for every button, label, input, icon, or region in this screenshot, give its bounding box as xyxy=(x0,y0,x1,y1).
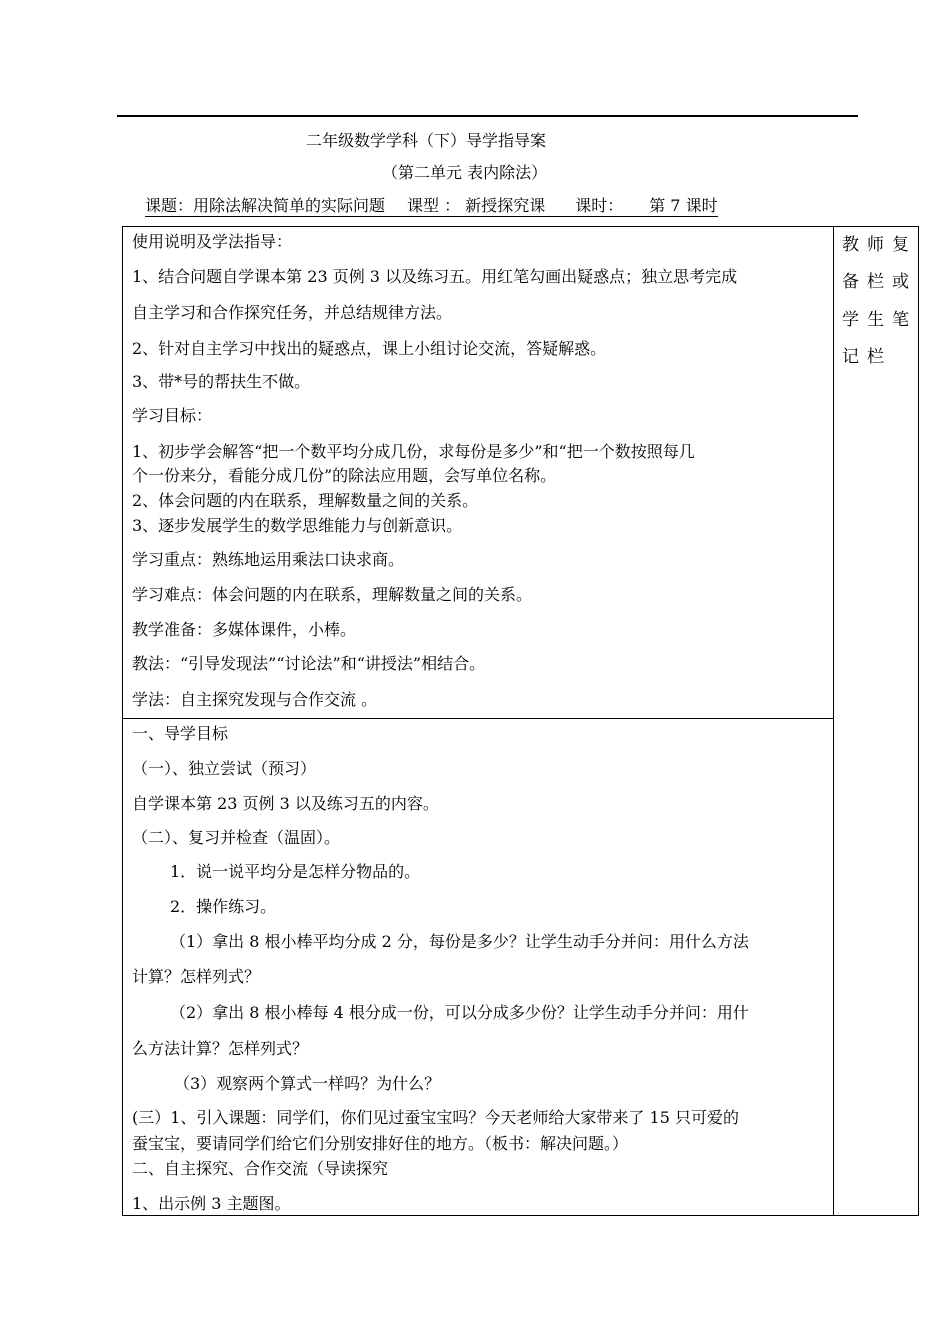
topic-label: 课题：用除法解决简单的实际问题 xyxy=(145,196,386,215)
type-label: 课型 ： 新授探究课 xyxy=(407,196,546,215)
difficulty-line: 学习难点：体会问题的内在联系，理解数量之间的关系。 xyxy=(132,585,533,604)
guide-line: 3、带*号的帮扶生不做。 xyxy=(132,372,311,391)
guide-line: 自主学习和合作探究任务，并总结规律方法。 xyxy=(132,303,453,322)
lesson-line: 1、出示例 3 主题图。 xyxy=(132,1194,291,1213)
objective-line: 1、初步学会解答“把一个数平均分成几份，求每份是多少”和“把一个数按照每几 xyxy=(132,442,695,461)
side-note-line: 备栏或 xyxy=(842,272,917,292)
lesson-line: 么方法计算？怎样列式？ xyxy=(132,1039,309,1058)
lesson-line: （3）观察两个算式一样吗？为什么？ xyxy=(174,1074,441,1093)
preparation-line: 教学准备：多媒体课件，小棒。 xyxy=(132,620,357,639)
course-info-line xyxy=(145,196,718,217)
learning-method-line: 学法：自主探究发现与合作交流 。 xyxy=(132,690,378,709)
lesson-subheading: （一）、独立尝试（预习） xyxy=(132,759,317,778)
guide-line: 1、结合问题自学课本第 23 页例 3 以及练习五。用红笔勾画出疑惑点；独立思考完成 xyxy=(132,267,738,286)
period-label: 课时： xyxy=(575,196,624,215)
side-note-line: 记栏 xyxy=(842,347,892,367)
lesson-heading: 二、自主探究、合作交流（导读探究 xyxy=(132,1159,389,1178)
lesson-line: 蚕宝宝，要请同学们给它们分别安排好住的地方。（板书：解决问题。） xyxy=(132,1134,629,1153)
lesson-line: （2）拿出 8 根小棒每 4 根分成一份，可以分成多少份？让学生动手分并问：用什 xyxy=(170,1003,749,1022)
notes-column xyxy=(833,226,919,1216)
lesson-line: （1）拿出 8 根小棒平均分成 2 分，每份是多少？让学生动手分并问：用什么方法 xyxy=(170,932,749,951)
lesson-line: 自学课本第 23 页例 3 以及练习五的内容。 xyxy=(132,794,439,813)
lesson-heading: 一、导学目标 xyxy=(132,724,229,743)
header-rule xyxy=(117,115,858,117)
objective-line: 3、逐步发展学生的数学思维能力与创新意识。 xyxy=(132,516,463,535)
teaching-method-line: 教法：“引导发现法”“讨论法”和“讲授法”相结合。 xyxy=(132,654,486,673)
lesson-line: 2．操作练习。 xyxy=(170,897,277,916)
period-value: 第 7 课时 xyxy=(649,196,718,215)
lesson-line: 1．说一说平均分是怎样分物品的。 xyxy=(170,862,421,881)
side-note-line: 教师复 xyxy=(842,235,917,255)
document-subtitle: （第二单元 表内除法） xyxy=(382,163,548,182)
guide-heading: 使用说明及学法指导： xyxy=(132,232,293,251)
side-note-line: 学生笔 xyxy=(842,310,917,330)
guide-line: 2、针对自主学习中找出的疑惑点，课上小组讨论交流，答疑解惑。 xyxy=(132,339,607,358)
lesson-line: (三）1、引入课题：同学们，你们见过蚕宝宝吗？今天老师给大家带来了 15 只可爱的 xyxy=(132,1108,739,1127)
key-point-line: 学习重点：熟练地运用乘法口诀求商。 xyxy=(132,550,405,569)
lesson-line: 计算？怎样列式？ xyxy=(132,967,261,986)
lesson-subheading: （二）、复习并检查（温固）。 xyxy=(132,828,341,847)
objective-line: 2、体会问题的内在联系，理解数量之间的关系。 xyxy=(132,491,479,510)
document-title: 二年级数学学科（下）导学指导案 xyxy=(306,131,547,150)
objective-line: 个一份来分，看能分成几份”的除法应用题，会写单位名称。 xyxy=(132,466,557,485)
objectives-heading: 学习目标： xyxy=(132,406,213,425)
